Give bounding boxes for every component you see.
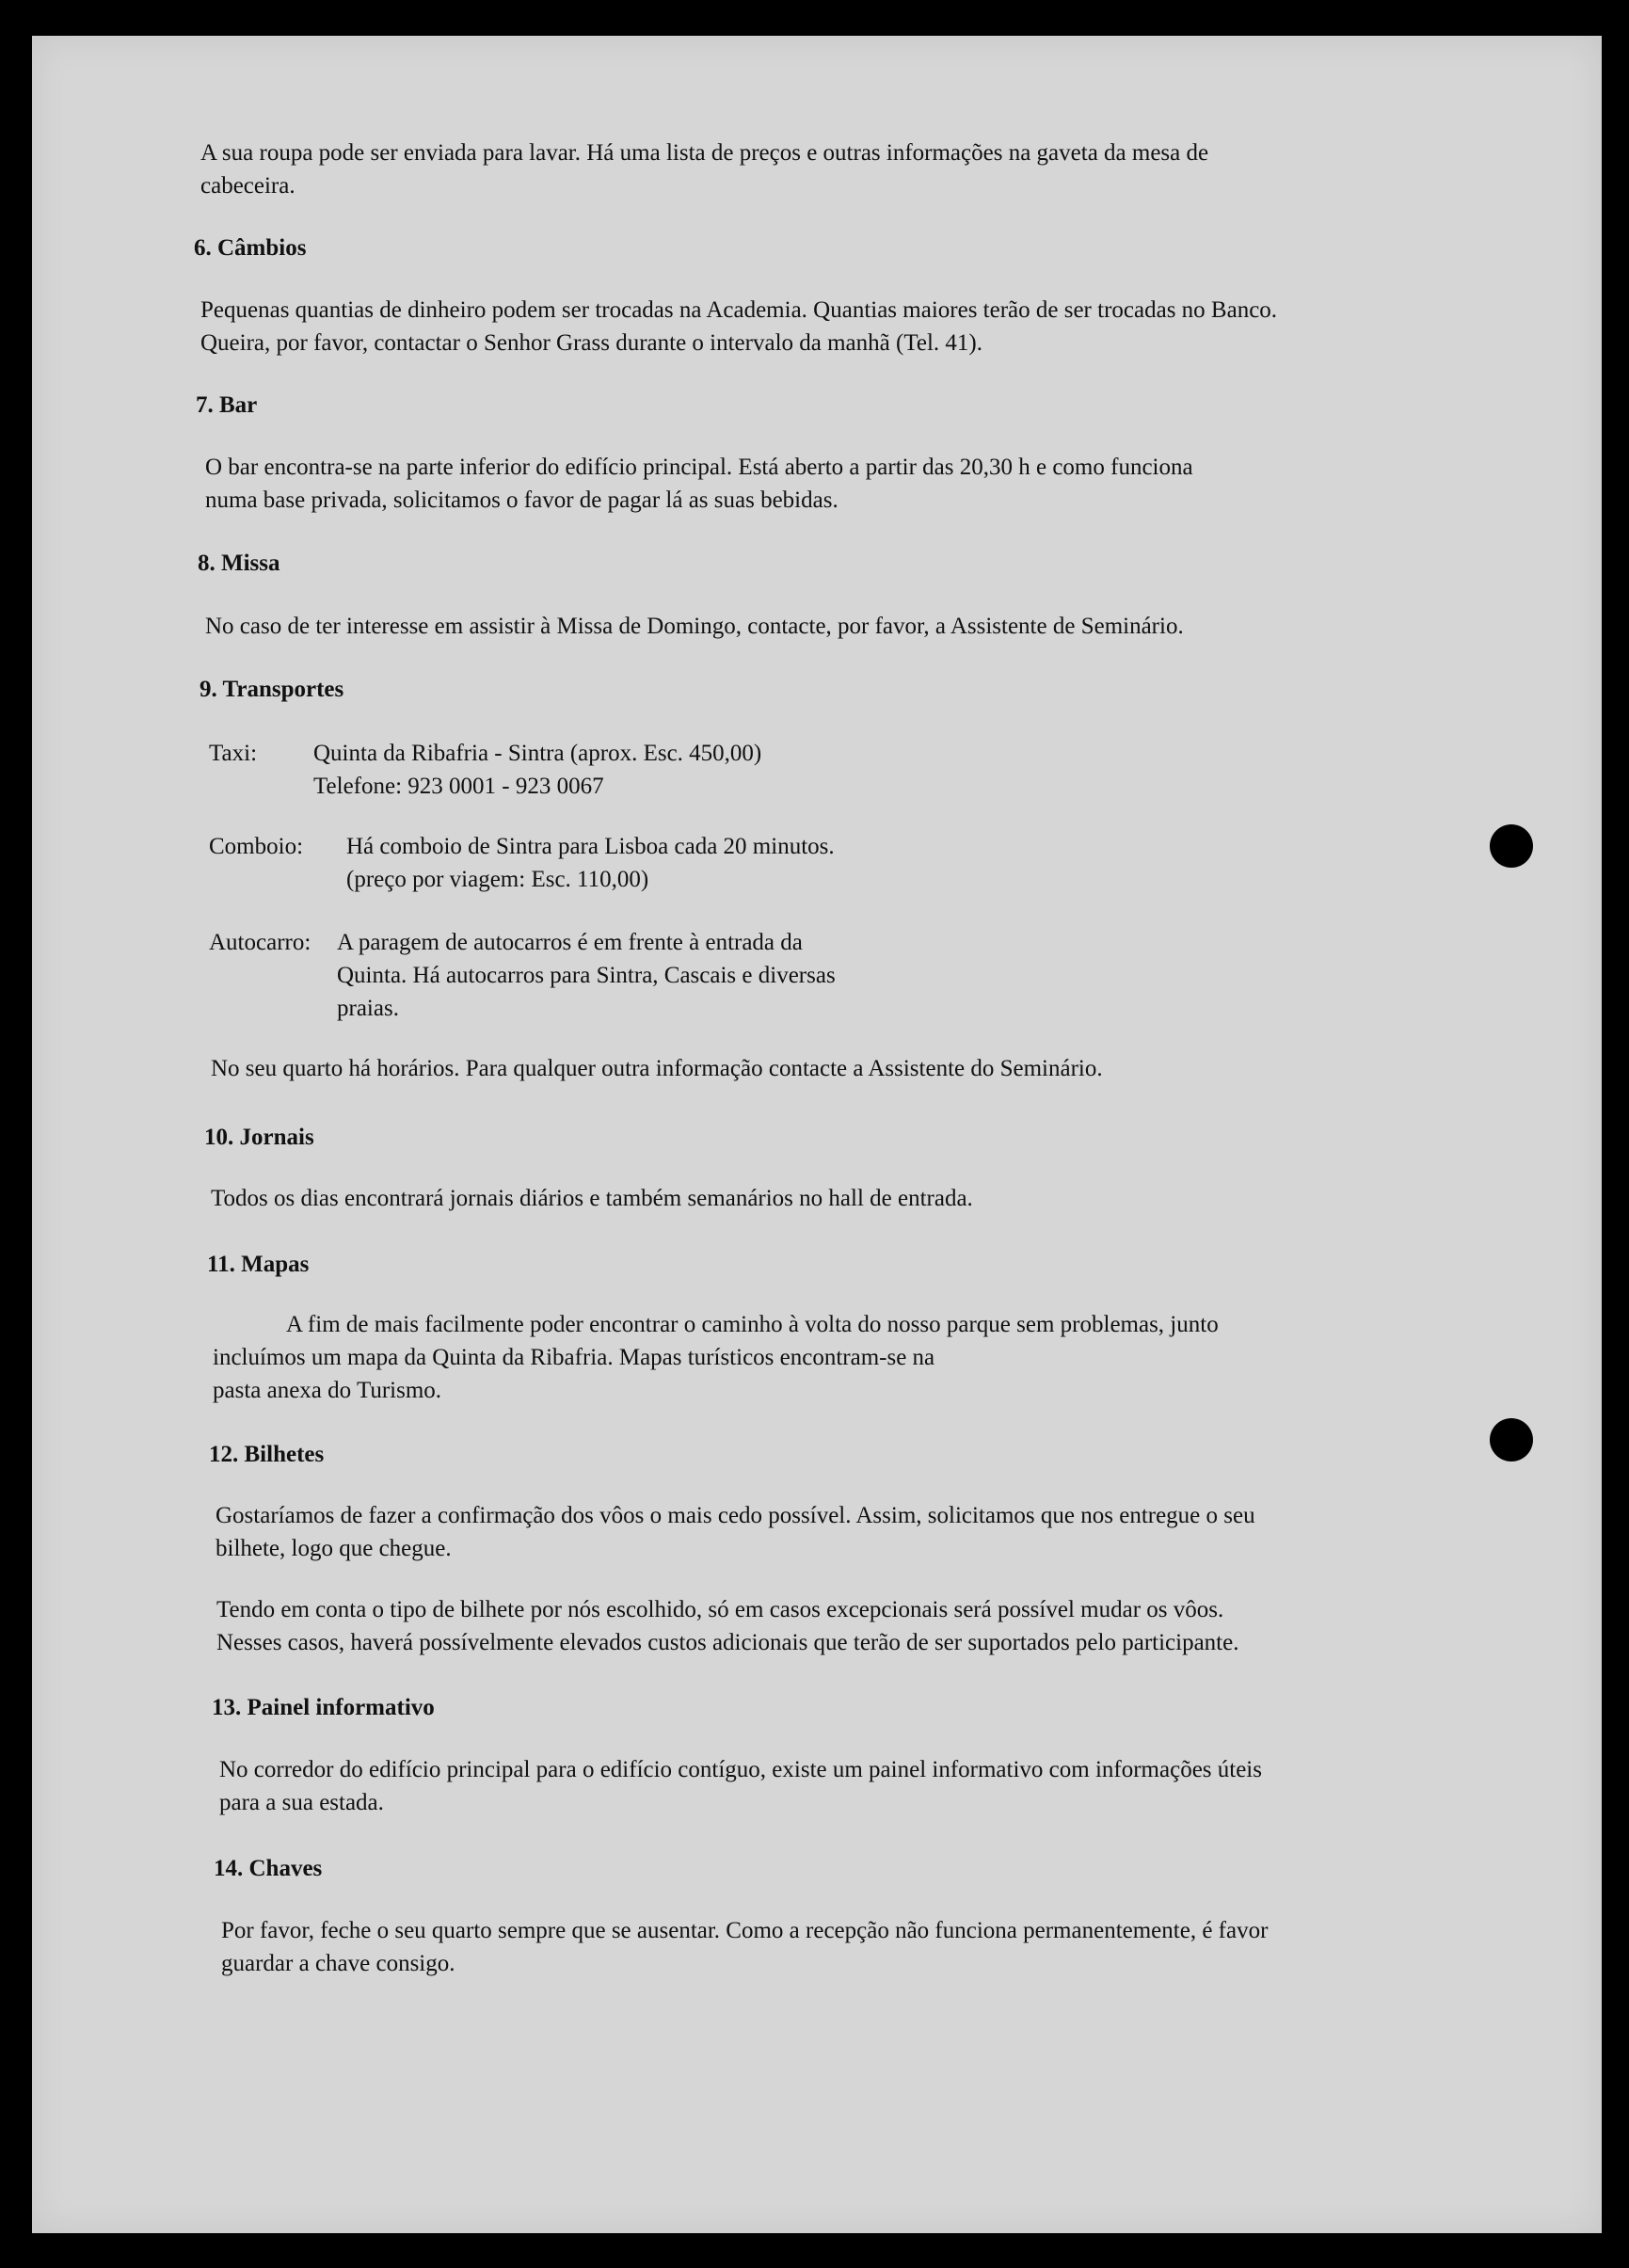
train-line-2: (preço por viagem: Esc. 110,00) [346,867,649,892]
section-12-p2-line-1: Tendo em conta o tipo de bilhete por nós escolhido, só em casos excepcionais será possível mudar os vôos. [216,1597,1224,1622]
taxi-label: Taxi: [209,741,258,766]
punch-hole-bottom [1490,1418,1533,1461]
section-13-line-1: No corredor do edifício principal para o edifício contíguo, existe um painel informativo com informações úteis [219,1757,1262,1782]
section-11-paragraph [213,1308,1219,1407]
section-6-line-1: Pequenas quantias de dinheiro podem ser trocadas na Academia. Quantias maiores terão de ser trocadas no Banco. [200,297,1278,323]
section-12-paragraph-1 [216,1499,1255,1565]
section-10-heading: 10. Jornais [204,1125,314,1150]
train-label: Comboio: [209,834,304,859]
train-line-1: Há comboio de Sintra para Lisboa cada 20 minutos. [346,834,835,859]
section-6-heading: 6. Câmbios [194,235,307,261]
section-11-line-3: pasta anexa do Turismo. [213,1378,442,1403]
section-10-line-1: Todos os dias encontrará jornais diários e também semanários no hall de entrada. [211,1186,973,1211]
taxi-line-2: Telefone: 923 0001 - 923 0067 [313,774,604,799]
section-7-paragraph [205,451,1193,517]
taxi-line-1: Quinta da Ribafria - Sintra (aprox. Esc. 450,00) [313,741,762,766]
section-8-line-1: No caso de ter interesse em assistir à Missa de Domingo, contacte, por favor, a Assistente de Seminário. [205,614,1184,639]
section-14-line-1: Por favor, feche o seu quarto sempre que se ausentar. Como a recepção não funciona permanentemente, é favor [221,1918,1269,1943]
taxi-details [313,737,761,803]
laundry-line-1: A sua roupa pode ser enviada para lavar. Há uma lista de preços e outras informações na gaveta da mesa de [200,140,1209,166]
section-13-paragraph [219,1753,1262,1819]
section-12-paragraph-2 [216,1593,1238,1659]
section-6-paragraph [200,294,1277,359]
laundry-line-2: cabeceira. [200,173,295,199]
section-7-line-2: numa base privada, solicitamos o favor de pagar lá as suas bebidas. [205,487,838,513]
bus-line-2: Quinta. Há autocarros para Sintra, Cascais e diversas [337,963,836,988]
section-11-heading: 11. Mapas [207,1252,310,1277]
section-11-line-2: incluímos um mapa da Quinta da Ribafria. Mapas turísticos encontram-se na [213,1345,935,1370]
section-13-line-2: para a sua estada. [219,1790,384,1815]
section-7-heading: 7. Bar [196,392,258,418]
train-details [346,830,835,896]
laundry-paragraph [200,136,1208,202]
section-12-p1-line-2: bilhete, logo que chegue. [216,1536,452,1561]
section-8-heading: 8. Missa [198,551,280,576]
section-14-paragraph [221,1914,1268,1980]
section-13-heading: 13. Painel informativo [212,1695,435,1720]
section-11-line-1: A fim de mais facilmente poder encontrar o caminho à volta do nosso parque sem problemas, junto [286,1312,1219,1337]
section-14-heading: 14. Chaves [214,1856,323,1881]
section-12-p1-line-1: Gostaríamos de fazer a confirmação dos vôos o mais cedo possível. Assim, solicitamos que nos entregue o seu [216,1503,1255,1528]
section-6-line-2: Queira, por favor, contactar o Senhor Grass durante o intervalo da manhã (Tel. 41). [200,330,982,356]
section-14-line-2: guardar a chave consigo. [221,1951,455,1976]
section-12-p2-line-2: Nesses casos, haverá possívelmente elevados custos adicionais que terão de ser suportados pelo participante. [216,1630,1239,1655]
section-9-footer: No seu quarto há horários. Para qualquer outra informação contacte a Assistente do Seminário. [211,1056,1103,1081]
bus-line-1: A paragem de autocarros é em frente à entrada da [337,930,803,955]
bus-line-3: praias. [337,996,399,1021]
section-7-line-1: O bar encontra-se na parte inferior do edifício principal. Está aberto a partir das 20,30 h e como funciona [205,455,1193,480]
bus-label: Autocarro: [209,930,311,955]
punch-hole-top [1490,824,1533,868]
bus-details [337,926,836,1025]
section-9-heading: 9. Transportes [200,677,344,702]
section-12-heading: 12. Bilhetes [209,1442,325,1467]
